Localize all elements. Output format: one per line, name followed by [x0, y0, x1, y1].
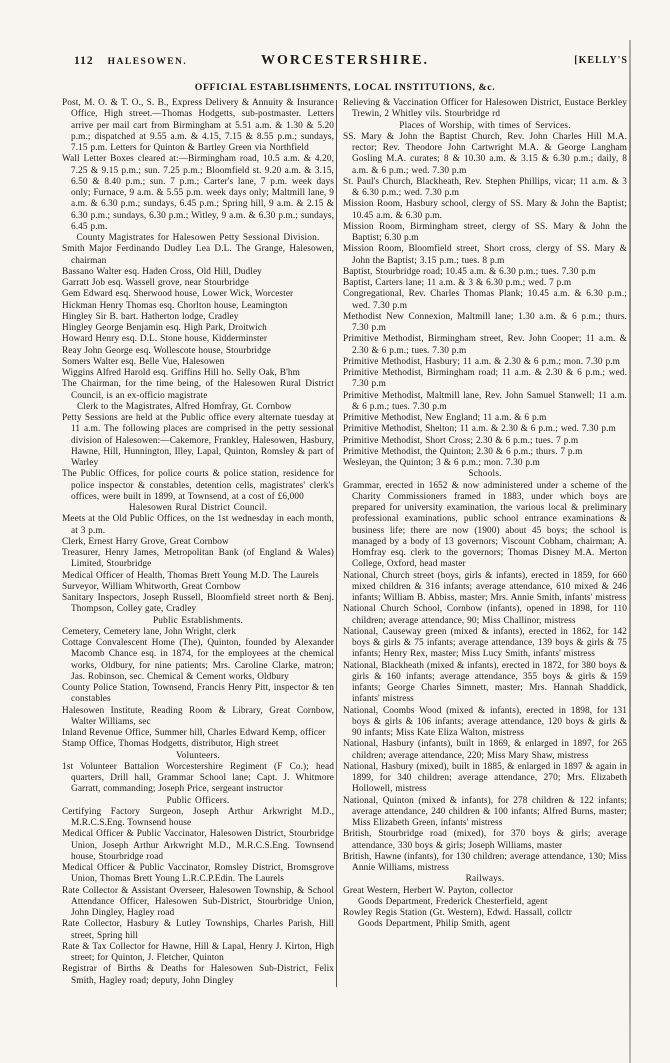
directory-entry: Methodist New Connexion, Maltmill lane; 1.30 a.m. & 6 p.m.; thurs. 7.30 p.m: [343, 311, 627, 333]
page-columns: [62, 98, 628, 987]
directory-entry: Congregational, Rev. Charles Thomas Plank; 10.45 a.m. & 6.30 p.m.; wed. 7.30 p.m: [343, 289, 627, 311]
directory-entry: Meets at the Old Public Offices, on the 1st wednesday in each month, at 3 p.m.: [62, 514, 334, 536]
directory-entry: Somers Walter esq. Belle Vue, Halesowen: [62, 356, 225, 367]
directory-entry: Surveyor, William Whitworth, Great Cornbow: [62, 581, 241, 592]
directory-entry: Treasurer, Henry James, Metropolitan Bank (of England & Wales) Limited, Stourbridge: [62, 548, 334, 570]
directory-entry: Primitive Methodist, the Quinton; 2.30 & 6 p.m.; thurs. 7 p.m: [343, 446, 583, 457]
directory-entry: St. Paul's Church, Blackheath, Rev. Stephen Phillips, vicar; 11 a.m. & 3 & 6.30 p.m.; wed. 7.30 p.m: [343, 176, 627, 198]
directory-entry: Howard Henry esq. D.L. Stone house, Kidderminster: [62, 334, 268, 345]
directory-entry: National, Causeway green (mixed & infants), erected in 1862, for 142 boys & girls & 75 infants; average attendance, 139 boys & girls & 75 infants; Henry Rex, master; Miss Lucy Smith, infants' mistress: [343, 626, 627, 660]
directory-entry: Sanitary Inspectors, Joseph Russell, Bloomfield street north & Benj. Thompson, Colley gate, Cradley: [62, 593, 334, 615]
section-heading: Railways.: [465, 874, 505, 885]
directory-entry: Medical Officer of Health, Thomas Brett Young M.D. The Laurels: [62, 570, 319, 581]
directory-entry: National, Coombs Wood (mixed & infants), erected in 1898, for 131 boys & girls & 106 infants; average attendance, 120 boys & girls & 90 infants; Miss Kate Eliza Walton, mistress: [343, 705, 627, 738]
directory-entry: Clerk, Ernest Harry Grove, Great Cornbow: [62, 536, 229, 547]
directory-entry: Great Western, Herbert W. Payton, collector: [343, 885, 514, 896]
directory-entry: National, Hasbury (mixed), built in 1885, & enlarged in 1897 & again in 1899, for 340 children; average attendance, 270; Mrs. Elizabeth Hollowell, mistress: [343, 761, 627, 795]
running-head: [62, 55, 628, 71]
running-title-place: HALESOWEN.: [107, 57, 188, 67]
directory-entry: Primitive Methodist, Birmingham road; 11 a.m. & 2.30 & 6 p.m.; wed. 7.30 p.m: [343, 368, 627, 390]
left-column: [62, 98, 334, 987]
directory-entry: Bassano Walter esq. Haden Cross, Old Hill, Dudley: [62, 266, 262, 277]
directory-entry: Garratt Job esq. Wassell grove, near Stourbridge: [62, 278, 250, 288]
directory-page: [62, 55, 628, 987]
directory-entry: 1st Volunteer Battalion Worcestershire Regiment (F Co.); head quarters, Drill hall, Grammar School lane; Capt. J. Whitmore Garratt, commanding; Joseph Price, sergeant instructor: [62, 761, 334, 795]
directory-entry: Gem Edward esq. Sherwood house, Lower Wick, Worcester: [62, 289, 294, 300]
directory-entry: Relieving & Vaccination Officer for Halesowen District, Eustace Berkley Trewin, 2 Whitley vils. Stourbridge rd: [343, 98, 627, 120]
directory-entry: Certifying Factory Surgeon, Joseph Arthur Arkwright M.D., M.R.C.S.Eng. Townsend house: [62, 806, 334, 828]
column-rule: [336, 100, 337, 987]
directory-entry: Mission Room, Birmingham street, clergy of SS. Mary & John the Baptist; 6.30 p.m: [343, 221, 627, 243]
directory-entry: Primitive Methodist, New England; 11 a.m. & 6 p.m: [343, 413, 547, 423]
directory-entry: Primitive Methodist, Short Cross; 2.30 & 6 p.m.; tues. 7 p.m: [343, 435, 579, 446]
directory-entry: Hingley Sir B. bart. Hatherton lodge, Cradley: [62, 311, 239, 322]
directory-entry: National, Church street (boys, girls & infants), erected in 1859, for 660 mixed children & 316 infants; average attendance, 610 mixed & 246 infants; William B. Abbiss, master; Mrs. Annie Smith, infants' mistress: [343, 570, 627, 603]
directory-entry: Reay John George esq. Wollescote house, Stourbridge: [62, 345, 271, 356]
section-title: OFFICIAL ESTABLISHMENTS, LOCAL INSTITUTIONS, &c.: [194, 82, 496, 93]
section-heading: Public Establishments.: [152, 615, 244, 626]
directory-entry: Cemetery, Cemetery lane, John Wright, clerk: [62, 626, 236, 637]
directory-entry: Clerk to the Magistrates, Alfred Homfray, Gt. Cornbow: [77, 401, 292, 412]
directory-entry: Primitive Methodist, Birmingham street, Rev. John Cooper; 11 a.m. & 2.30 & 6 p.m.; tues. 7.30 p.m: [343, 334, 627, 356]
directory-entry: Medical Officer & Public Vaccinator, Halesowen District, Stourbridge Union, Joseph Arthur Arkwright M.D., M.R.C.S.Eng. Townsend house, Stourbridge road: [62, 829, 334, 862]
directory-entry: Cottage Convalescent Home (The), Quinton, founded by Alexander Macomb Chance esq. in 1874, for the employees at the chemical works, Oldbury, for nine patients; Mrs. Caroline Clarke, matron; Jas. Robinson, sec. Chemical & Cement works, Oldbury: [62, 638, 334, 682]
directory-entry: Primitive Methodist, Hasbury; 11 a.m. & 2.30 & 6 p.m.; mon. 7.30 p.m: [343, 356, 620, 367]
directory-entry: Wall Letter Boxes cleared at:—Birmingham road, 10.5 a.m. & 4.20, 7.25 & 9.15 p.m.; sun. 7.25 p.m.; Bloomfield st. 9.20 a.m. & 3.15, 6.50 & 8.40 p.m.; sun. 7 p.m.; Carter's lane, 7 p.m. week days only; Furnace, 9 a.m. & 5.55 p.m. week days only; Maltmill lane, 9 a.m. & 6.30 p.m.; sundays, 6.45 p.m.; Spring hill, 9 a.m. & 2.15 & 6.30 p.m.; sundays, 6.30 p.m.; Witley, 9 a.m. & 6.30 p.m.; sundays, 6.45 p.m.: [62, 154, 334, 232]
section-heading: Public Officers.: [166, 795, 230, 806]
directory-entry: Goods Department, Philip Smith, agent: [358, 919, 510, 930]
directory-entry: Rate Collector, Hasbury & Lutley Townships, Charles Parish, Hill street, Spring hill: [62, 919, 334, 941]
directory-entry: Primitive Methodist, Shelton; 11 a.m. & 2.30 & 6 p.m.; wed. 7.30 p.m: [343, 424, 616, 435]
directory-entry: Rate & Tax Collector for Hawne, Hill & Lapal, Henry J. Kirton, High street; for Quinton, J. Fletcher, Quinton: [62, 941, 334, 963]
directory-entry: National, Blackheath (mixed & infants), erected in 1872, for 380 boys & girls & 160 infants; average attendance, 355 boys & girls & 159 infants; George Charles Simnett, master; Mrs. Hannah Shaddick, infants' mistress: [343, 660, 627, 705]
directory-entry: Post, M. O. & T. O., S. B., Express Delivery & Annuity & Insurance Office, High street.—Thomas Hodgetts, sub-postmaster. Letters arrive per mail cart from Birmingham at 5.51 a.m. & 1.30 & 5.20 p.m.; dispatched at 9.55 a.m. & 4.15, 7.15 & 8.55 p.m.; sundays, 7.15 p.m. Letters for Quinton & Bartley Green via Northfield: [62, 98, 334, 153]
directory-entry: Stamp Office, Thomas Hodgetts, distributor, High street: [62, 739, 279, 750]
directory-entry: National Church School, Cornbow (infants), opened in 1898, for 110 children; average attendance, 90; Miss Challinor, mistress: [343, 604, 627, 626]
section-heading: Schools.: [468, 469, 502, 480]
page-number: 112: [74, 55, 94, 67]
directory-entry: The Chairman, for the time being, of the Halesowen Rural District Council, is an ex-officio magistrate: [62, 379, 334, 401]
directory-entry: Smith Major Ferdinando Dudley Lea D.L. The Grange, Halesowen, chairman: [62, 244, 334, 266]
directory-entry: Baptist, Carters lane; 11 a.m. & 3 & 6.30 p.m.; wed. 7 p.m: [343, 278, 572, 288]
directory-entry: Mission Room, Bloomfield street, Short cross, clergy of SS. Mary & John the Baptist; 3.15 p.m.; tues. 8 p.m: [343, 244, 627, 266]
right-column: [340, 98, 627, 987]
directory-entry: Wesleyan, the Quinton; 3 & 6 p.m.; mon. 7.30 p.m: [343, 458, 540, 468]
running-title-publisher: [KELLY'S: [574, 55, 628, 66]
page-scan-edge: [629, 40, 631, 1063]
directory-entry: Medical Officer & Public Vaccinator, Romsley District, Bromsgrove Union, Thomas Brett Young L.R.C.P.Edin. The Laurels: [62, 863, 334, 885]
section-heading: County Magistrates for Halesowen Petty Sessional Division.: [76, 233, 320, 243]
section-heading: Volunteers.: [175, 750, 221, 761]
directory-entry: Rowley Regis Station (Gt. Western), Edwd. Hassall, collctr: [343, 908, 572, 918]
directory-entry: The Public Offices, for police courts & police station, residence for police inspector & constables, detention cells, magistrates' clerk's offices, were built in 1899, at Townsend, at a cost of £6,000: [62, 469, 334, 502]
directory-entry: British, Stourbridge road (mixed), for 370 boys & girls; average attendance, 330 boys & girls; Joseph Williams, master: [343, 829, 627, 851]
directory-entry: National, Quinton (mixed & infants), for 278 children & 122 infants; average attendance, 240 children & 100 infants; Alfred Burns, master; Miss Elizabeth Green, infants' mistress: [343, 795, 627, 828]
directory-entry: Wiggins Alfred Harold esq. Griffins Hill ho. Selly Oak, B'hm: [62, 368, 300, 378]
directory-entry: National, Hasbury (infants), built in 1869, & enlarged in 1897, for 265 children; average attendance, 220; Miss Mary Shaw, mistress: [343, 739, 627, 761]
directory-entry: Mission Room, Hasbury school, clergy of SS. Mary & John the Baptist; 10.45 a.m. & 6.30 p.m.: [343, 199, 627, 221]
directory-entry: British, Hawne (infants), for 130 children; average attendance, 130; Miss Annie Williams, mistress: [343, 851, 627, 873]
directory-entry: Petty Sessions are held at the Public office every alternate tuesday at 11 a.m. The following places are comprised in the petty sessional division of Halesowen:—Cakemore, Frankley, Halesowen, Hasbury, Hawne, Hill, Hunnington, Illey, Lapal, Quinton, Romsley & part of Warley: [62, 413, 334, 468]
directory-entry: Rate Collector & Assistant Overseer, Halesowen Township, & School Attendance Officer, Halesowen Sub-District, Stourbridge Union, John Dingley, Hagley road: [62, 885, 334, 918]
directory-entry: SS. Mary & John the Baptist Church, Rev. John Charles Hill M.A. rector; Rev. Theodore John Cartwright M.A. & George Langham Gosling M.A. curates; 8 & 10.30 a.m. & 3.15 & 6.30 p.m.; daily, 8 a.m. & 6 p.m.; wed. 7.30 p.m: [343, 131, 627, 176]
directory-entry: Hickman Henry Thomas esq. Chorlton house, Leamington: [62, 300, 288, 311]
directory-entry: County Police Station, Townsend, Francis Henry Pitt, inspector & ten constables: [62, 683, 334, 705]
directory-entry: Registrar of Births & Deaths for Halesowen Sub-District, Felix Smith, Hagley road; deputy, John Dingley: [62, 964, 334, 986]
directory-entry: Primitive Methodist, Maltmill lane, Rev. John Samuel Stanwell; 11 a.m. & 6 p.m.; tues. 7.30 p.m: [343, 390, 627, 412]
directory-entry: Baptist, Stourbridge road; 10.45 a.m. & 6.30 p.m.; tues. 7.30 p.m: [343, 266, 596, 277]
directory-entry: Grammar, erected in 1652 & now administered under a scheme of the Charity Commissioners framed in 1883, under which boys are prepared for university examination, the various local & preliminary professional examinations, public school entrance examinations & business life; there are now (1900) about 45 boys; the school is managed by a body of 13 governors; Viscount Cobham, chairman; A. Homfray esq. clerk to the governors; Thomas Disney M.A. Merton College, Oxford, head master: [343, 480, 627, 570]
directory-entry: Hingley George Benjamin esq. High Park, Droitwich: [62, 323, 267, 333]
directory-entry: Halesowen Institute, Reading Room & Library, Great Cornbow, Walter Williams, sec: [62, 705, 334, 727]
section-heading: Places of Worship, with times of Services.: [399, 120, 571, 131]
section-heading: Halesowen Rural District Council.: [128, 503, 268, 513]
running-title-county: WORCESTERSHIRE.: [260, 53, 430, 68]
directory-entry: Inland Revenue Office, Summer hill, Charles Edward Kemp, officer: [62, 728, 326, 738]
directory-entry: Goods Department, Frederick Chesterfield, agent: [358, 896, 548, 907]
